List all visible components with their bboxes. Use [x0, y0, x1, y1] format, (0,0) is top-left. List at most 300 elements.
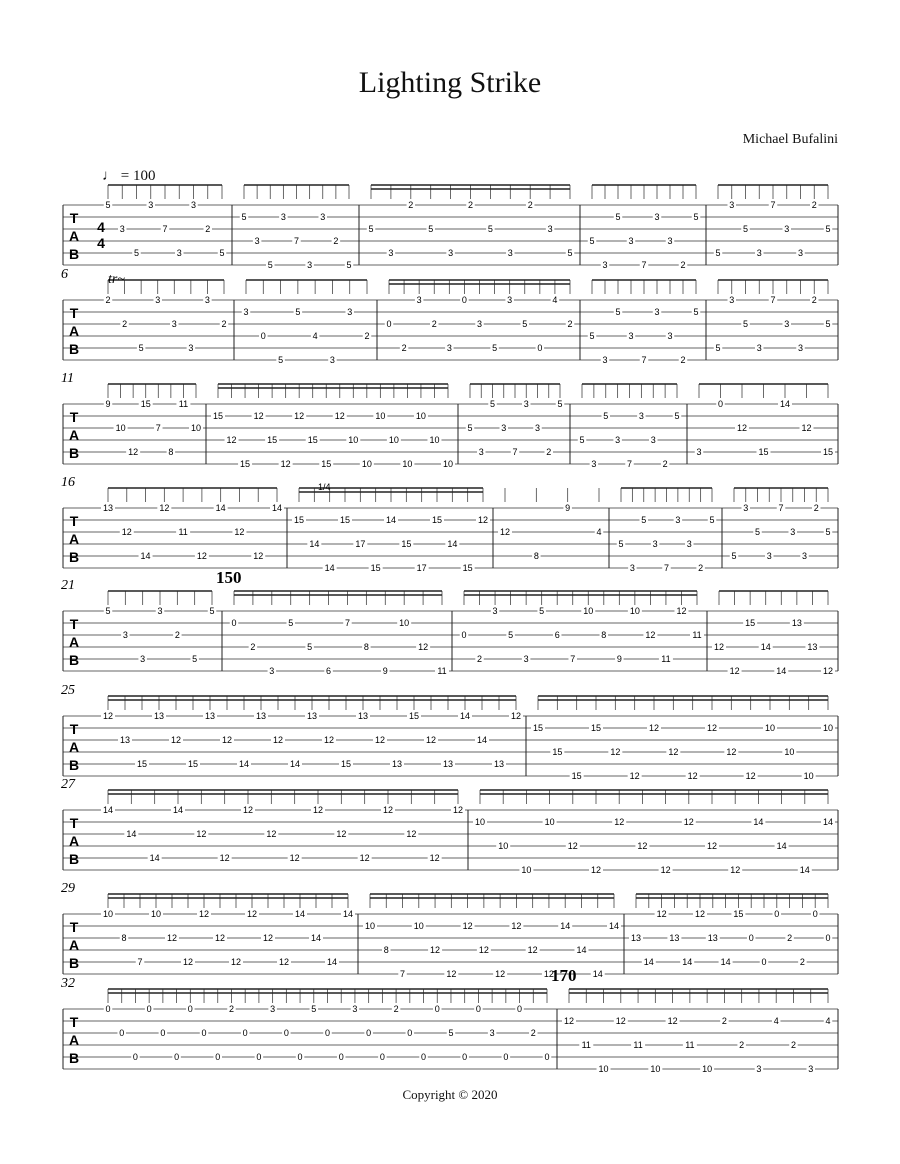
- fret-number: 0: [461, 295, 467, 305]
- fret-number: 3: [615, 435, 621, 445]
- fret-number: 3: [388, 248, 394, 258]
- system-number: 16: [61, 475, 75, 490]
- tab-clef-letter: A: [68, 531, 80, 547]
- fret-number: 3: [801, 551, 808, 561]
- fret-number: 10: [598, 1064, 609, 1074]
- fret-number: 14: [324, 563, 335, 573]
- fret-number: 14: [172, 805, 184, 815]
- fret-number: 5: [754, 527, 761, 537]
- fret-number: 3: [329, 355, 335, 365]
- fret-number: 11: [685, 1040, 695, 1050]
- fret-number: 12: [527, 945, 538, 955]
- fret-number: 8: [533, 551, 539, 561]
- fret-number: 11: [661, 654, 671, 664]
- fret-number: 3: [675, 515, 681, 525]
- fret-number: 5: [105, 606, 111, 616]
- fret-number: 11: [437, 666, 447, 676]
- fret-number: 12: [477, 515, 489, 525]
- fret-number: 3: [808, 1064, 814, 1074]
- fret-number: 12: [563, 1016, 575, 1026]
- fret-number: 12: [294, 411, 305, 421]
- fret-number: 5: [492, 343, 498, 353]
- fret-number: 5: [742, 319, 749, 329]
- fret-number: 15: [140, 399, 151, 409]
- tab-clef-letter: A: [68, 739, 80, 755]
- fret-number: 3: [784, 224, 790, 234]
- fret-number: 2: [408, 200, 414, 210]
- copyright-notice: Copyright © 2020: [402, 1087, 498, 1102]
- fret-number: 2: [680, 355, 686, 365]
- fret-number: 3: [602, 355, 608, 365]
- fret-number: 12: [425, 735, 437, 745]
- fret-number: 2: [698, 563, 704, 573]
- fret-number: 10: [629, 606, 640, 616]
- tab-clef-letter: T: [69, 409, 79, 425]
- fret-number: 10: [702, 1064, 713, 1074]
- fret-number: 12: [667, 1016, 678, 1026]
- fret-number: 12: [446, 969, 457, 979]
- fret-number: 3: [190, 200, 197, 210]
- fret-number: 12: [706, 841, 718, 851]
- fret-number: 12: [729, 666, 740, 676]
- fret-number: 0: [146, 1004, 152, 1014]
- fret-number: 8: [601, 630, 607, 640]
- fret-number: 3: [492, 606, 498, 616]
- fret-number: 3: [416, 295, 422, 305]
- fret-number: 14: [643, 957, 654, 967]
- fret-number: 7: [162, 224, 168, 234]
- fret-number: 10: [399, 618, 410, 628]
- fret-number: 15: [532, 723, 544, 733]
- fret-number: 3: [148, 200, 154, 210]
- fret-number: 0: [366, 1028, 372, 1038]
- fret-number: 6: [326, 666, 332, 676]
- fret-number: 15: [462, 563, 473, 573]
- fret-number: 3: [628, 236, 634, 246]
- fret-number: 12: [170, 735, 182, 745]
- system-number: 25: [61, 683, 75, 698]
- fret-number: 0: [256, 1052, 262, 1062]
- fret-number: 3: [756, 1064, 762, 1074]
- fret-number: 10: [364, 921, 376, 931]
- fret-number: 2: [477, 654, 483, 664]
- fret-number: 3: [797, 248, 804, 258]
- fret-number: 3: [523, 654, 529, 664]
- fret-number: 10: [474, 817, 486, 827]
- fret-number: 13: [102, 503, 114, 513]
- fret-number: 12: [614, 817, 625, 827]
- fret-number: 12: [648, 723, 660, 733]
- fret-number: 12: [196, 829, 207, 839]
- fret-number: 5: [825, 527, 831, 537]
- tab-clef-letter: B: [68, 757, 80, 773]
- fret-number: 15: [590, 723, 602, 733]
- fret-number: 12: [214, 933, 226, 943]
- fret-number: 14: [476, 735, 488, 745]
- fret-number: 14: [149, 853, 160, 863]
- tab-clef-letter: A: [68, 1032, 80, 1048]
- fret-number: 10: [442, 459, 454, 469]
- fret-number: 14: [294, 909, 306, 919]
- fret-number: 17: [355, 539, 366, 549]
- fret-number: 2: [567, 319, 573, 329]
- fret-number: 12: [219, 853, 230, 863]
- fret-number: 5: [489, 399, 496, 409]
- fret-number: 5: [307, 642, 313, 652]
- fret-number: 0: [461, 630, 467, 640]
- fret-number: 0: [105, 1004, 111, 1014]
- fret-number: 2: [811, 295, 817, 305]
- fret-number: 12: [495, 969, 506, 979]
- fret-number: 12: [822, 666, 834, 676]
- fret-number: 0: [812, 909, 818, 919]
- fret-number: 2: [787, 933, 793, 943]
- fret-number: 13: [204, 711, 216, 721]
- fret-number: 3: [654, 307, 660, 317]
- fret-number: 3: [797, 343, 804, 353]
- fret-number: 3: [204, 295, 210, 305]
- fret-number: 12: [121, 527, 132, 537]
- fret-number: 3: [119, 224, 125, 234]
- fret-number: 0: [434, 1004, 440, 1014]
- fret-number: 0: [825, 933, 831, 943]
- fret-number: 4: [773, 1016, 779, 1026]
- fret-number: 12: [336, 829, 347, 839]
- fret-number: 2: [662, 459, 668, 469]
- fret-number: 4: [312, 331, 318, 341]
- fret-number: 10: [650, 1064, 661, 1074]
- fret-number: 0: [407, 1028, 413, 1038]
- fret-number: 0: [462, 1052, 468, 1062]
- fret-number: 3: [307, 260, 313, 270]
- tab-clef-letter: T: [69, 513, 79, 529]
- fret-number: 12: [610, 747, 621, 757]
- fret-number: 15: [431, 515, 443, 525]
- tab-clef-letter: B: [68, 652, 80, 668]
- fret-number: 14: [799, 865, 810, 875]
- fret-number: 12: [359, 853, 370, 863]
- fret-number: 3: [766, 551, 772, 561]
- fret-number: 4: [825, 1016, 831, 1026]
- fret-number: 5: [448, 1028, 454, 1038]
- fret-number: 5: [731, 551, 737, 561]
- fret-number: 7: [626, 459, 633, 469]
- fret-number: 3: [628, 331, 634, 341]
- fret-number: 13: [255, 711, 267, 721]
- fret-number: 14: [608, 921, 620, 931]
- fret-number: 7: [641, 260, 647, 270]
- tab-clef-letter: B: [68, 851, 80, 867]
- fret-number: 12: [615, 1016, 626, 1026]
- fret-number: 7: [155, 423, 161, 433]
- fret-number: 12: [262, 933, 274, 943]
- fret-number: 12: [382, 805, 394, 815]
- fret-number: 2: [527, 200, 533, 210]
- fret-number: 5: [267, 260, 273, 270]
- fret-number: 0: [201, 1028, 207, 1038]
- fret-number: 12: [706, 723, 718, 733]
- fret-number: 2: [739, 1040, 745, 1050]
- fret-number: 2: [174, 630, 180, 640]
- fret-number: 2: [790, 1040, 796, 1050]
- fret-number: 0: [242, 1028, 248, 1038]
- fret-number: 15: [267, 435, 278, 445]
- fret-number: 5: [219, 248, 225, 258]
- fret-number: 0: [297, 1052, 303, 1062]
- fret-number: 12: [234, 527, 245, 537]
- fret-number: 0: [774, 909, 780, 919]
- fret-number: 8: [121, 933, 127, 943]
- fret-number: 10: [413, 921, 424, 931]
- fret-number: 12: [159, 503, 170, 513]
- fret-number: 11: [178, 399, 189, 409]
- fret-number: 10: [375, 411, 386, 421]
- fret-number: 3: [188, 343, 194, 353]
- fret-number: 15: [240, 459, 251, 469]
- fret-number: 3: [602, 260, 608, 270]
- fret-number: 15: [401, 539, 412, 549]
- fret-number: 12: [713, 642, 725, 652]
- fret-number: 13: [807, 642, 818, 652]
- tempo-change-mark: 170: [551, 966, 577, 985]
- fret-number: 15: [733, 909, 744, 919]
- fret-number: 12: [656, 909, 667, 919]
- fret-number: 13: [391, 759, 403, 769]
- fret-number: 0: [160, 1028, 166, 1038]
- fret-number: 7: [512, 447, 518, 457]
- fret-number: 9: [616, 654, 622, 664]
- fret-number: 5: [522, 319, 528, 329]
- fret-number: 12: [543, 969, 554, 979]
- fret-number: 8: [383, 945, 389, 955]
- fret-number: 5: [508, 630, 514, 640]
- fret-number: 14: [289, 759, 301, 769]
- fret-number: 3: [547, 224, 553, 234]
- fret-number: 14: [385, 515, 397, 525]
- fret-number: 2: [813, 503, 819, 513]
- fret-number: 2: [546, 447, 552, 457]
- fret-number: 12: [182, 957, 194, 967]
- fret-number: 5: [641, 515, 647, 525]
- fret-number: 12: [272, 735, 284, 745]
- fret-number: 0: [174, 1052, 180, 1062]
- fret-number: 14: [576, 945, 587, 955]
- fret-number: 12: [128, 447, 139, 457]
- fret-number: 0: [338, 1052, 344, 1062]
- fret-number: 15: [321, 459, 332, 469]
- tab-clef-letter: B: [68, 445, 80, 461]
- fret-number: 5: [295, 307, 301, 317]
- fret-number: 12: [374, 735, 386, 745]
- fret-number: 0: [748, 933, 754, 943]
- fret-number: 13: [630, 933, 642, 943]
- fret-number: 14: [140, 551, 151, 561]
- fret-number: 7: [641, 355, 647, 365]
- fret-number: 12: [429, 853, 440, 863]
- fret-number: 15: [758, 447, 769, 457]
- fret-number: 12: [645, 630, 656, 640]
- fret-number: 5: [618, 539, 624, 549]
- fret-number: 2: [530, 1028, 536, 1038]
- tab-clef-letter: B: [68, 955, 80, 971]
- system-number: 32: [61, 976, 75, 991]
- tab-clef-letter: B: [68, 341, 80, 357]
- fret-number: 14: [309, 539, 320, 549]
- fret-number: 0: [503, 1052, 509, 1062]
- fret-number: 3: [686, 539, 692, 549]
- fret-number: 3: [667, 331, 673, 341]
- fret-number: 5: [567, 248, 573, 258]
- fret-number: 10: [361, 459, 372, 469]
- fret-number: 2: [799, 957, 805, 967]
- fret-number: 8: [363, 642, 369, 652]
- fret-number: 10: [822, 723, 834, 733]
- tab-clef-letter: A: [68, 323, 80, 339]
- fret-number: 4: [596, 527, 602, 537]
- fret-number: 3: [729, 200, 735, 210]
- fret-number: 5: [674, 411, 680, 421]
- fret-number: 3: [652, 539, 658, 549]
- fret-number: 14: [238, 759, 250, 769]
- fret-number: 13: [791, 618, 802, 628]
- fret-number: 5: [615, 307, 621, 317]
- fret-number: 5: [603, 411, 609, 421]
- fret-number: 12: [511, 921, 522, 931]
- fret-number: 10: [429, 435, 440, 445]
- fret-number: 3: [157, 606, 163, 616]
- fret-number: 2: [205, 224, 211, 234]
- fret-number: 14: [592, 969, 603, 979]
- fret-number: 5: [715, 248, 721, 258]
- fret-number: 12: [253, 411, 264, 421]
- fret-number: 12: [567, 841, 578, 851]
- fret-number: 11: [581, 1040, 591, 1050]
- fret-number: 5: [133, 248, 140, 258]
- fret-number: 3: [650, 435, 656, 445]
- fret-number: 14: [342, 909, 354, 919]
- fret-number: 12: [687, 771, 698, 781]
- fret-number: 6: [554, 630, 560, 640]
- fret-number: 17: [416, 563, 427, 573]
- fret-number: 3: [478, 447, 484, 457]
- fret-number: 12: [726, 747, 737, 757]
- fret-number: 14: [682, 957, 693, 967]
- fret-number: 14: [215, 503, 226, 513]
- fret-number: 3: [790, 527, 796, 537]
- fret-number: 3: [254, 236, 260, 246]
- fret-number: 13: [119, 735, 131, 745]
- fret-number: 10: [115, 423, 126, 433]
- system-number: 27: [61, 777, 75, 792]
- fret-number: 3: [347, 307, 353, 317]
- fret-number: 3: [155, 295, 161, 305]
- fret-number: 3: [476, 319, 483, 329]
- fret-number: 12: [694, 909, 706, 919]
- fret-number: 15: [136, 759, 148, 769]
- fret-number: 15: [307, 435, 318, 445]
- fret-number: 3: [729, 295, 735, 305]
- fret-number: 3: [638, 411, 644, 421]
- time-signature-top: 4: [97, 219, 105, 235]
- fret-number: 14: [720, 957, 731, 967]
- fret-number: 7: [770, 295, 776, 305]
- fret-number: 14: [459, 711, 471, 721]
- fret-number: 10: [348, 435, 359, 445]
- fret-number: 10: [415, 411, 426, 421]
- fret-number: 2: [250, 642, 256, 652]
- fret-number: 12: [676, 606, 687, 616]
- fret-number: 15: [552, 747, 563, 757]
- fret-number: 12: [801, 423, 812, 433]
- fret-number: 0: [283, 1028, 289, 1038]
- fret-number: 12: [637, 841, 648, 851]
- fret-number: 12: [334, 411, 345, 421]
- fret-number: 5: [105, 200, 111, 210]
- fret-number: 5: [709, 515, 715, 525]
- fret-number: 5: [467, 423, 473, 433]
- fret-number: 7: [344, 618, 350, 628]
- fret-number: 15: [745, 618, 756, 628]
- fret-number: 3: [534, 423, 541, 433]
- fret-number: 11: [633, 1040, 643, 1050]
- fret-number: 12: [289, 853, 300, 863]
- fret-number: 2: [122, 319, 128, 329]
- fret-number: 3: [270, 1004, 276, 1014]
- fret-number: 10: [544, 817, 555, 827]
- fret-number: 12: [166, 933, 178, 943]
- fret-number: 5: [278, 355, 284, 365]
- fret-number: 2: [680, 260, 686, 270]
- fret-number: 3: [140, 654, 146, 664]
- fret-number: 5: [715, 343, 721, 353]
- fret-number: 12: [499, 527, 511, 537]
- fret-number: 12: [226, 435, 237, 445]
- fret-number: 12: [730, 865, 741, 875]
- fret-number: 12: [280, 459, 291, 469]
- system-number: 29: [61, 881, 75, 896]
- fret-number: 5: [589, 236, 595, 246]
- fret-number: 7: [778, 503, 784, 513]
- fret-number: 7: [770, 200, 776, 210]
- fret-number: 5: [368, 224, 374, 234]
- fret-number: 12: [668, 747, 679, 757]
- tab-clef-letter: A: [68, 833, 80, 849]
- fret-number: 7: [570, 654, 576, 664]
- fret-number: 0: [386, 319, 392, 329]
- fret-number: 0: [324, 1028, 331, 1038]
- fret-number: 13: [357, 711, 369, 721]
- fret-number: 13: [707, 933, 718, 943]
- fret-number: 2: [105, 295, 111, 305]
- fret-number: 15: [408, 711, 420, 721]
- fret-number: 5: [825, 224, 831, 234]
- trill-ornament: tr~: [108, 272, 125, 287]
- fret-number: 5: [209, 606, 215, 616]
- fret-number: 14: [447, 539, 458, 549]
- fret-number: 3: [654, 212, 660, 222]
- fret-number: 5: [589, 331, 595, 341]
- system-number: 11: [61, 371, 74, 386]
- fret-number: 8: [168, 447, 174, 457]
- fret-number: 12: [246, 909, 258, 919]
- fret-number: 12: [253, 551, 264, 561]
- tab-clef-letter: T: [69, 210, 79, 226]
- fret-number: 0: [379, 1052, 385, 1062]
- fret-number: 3: [743, 503, 749, 513]
- fret-number: 12: [221, 735, 233, 745]
- fret-number: 0: [421, 1052, 427, 1062]
- fret-number: 3: [523, 399, 529, 409]
